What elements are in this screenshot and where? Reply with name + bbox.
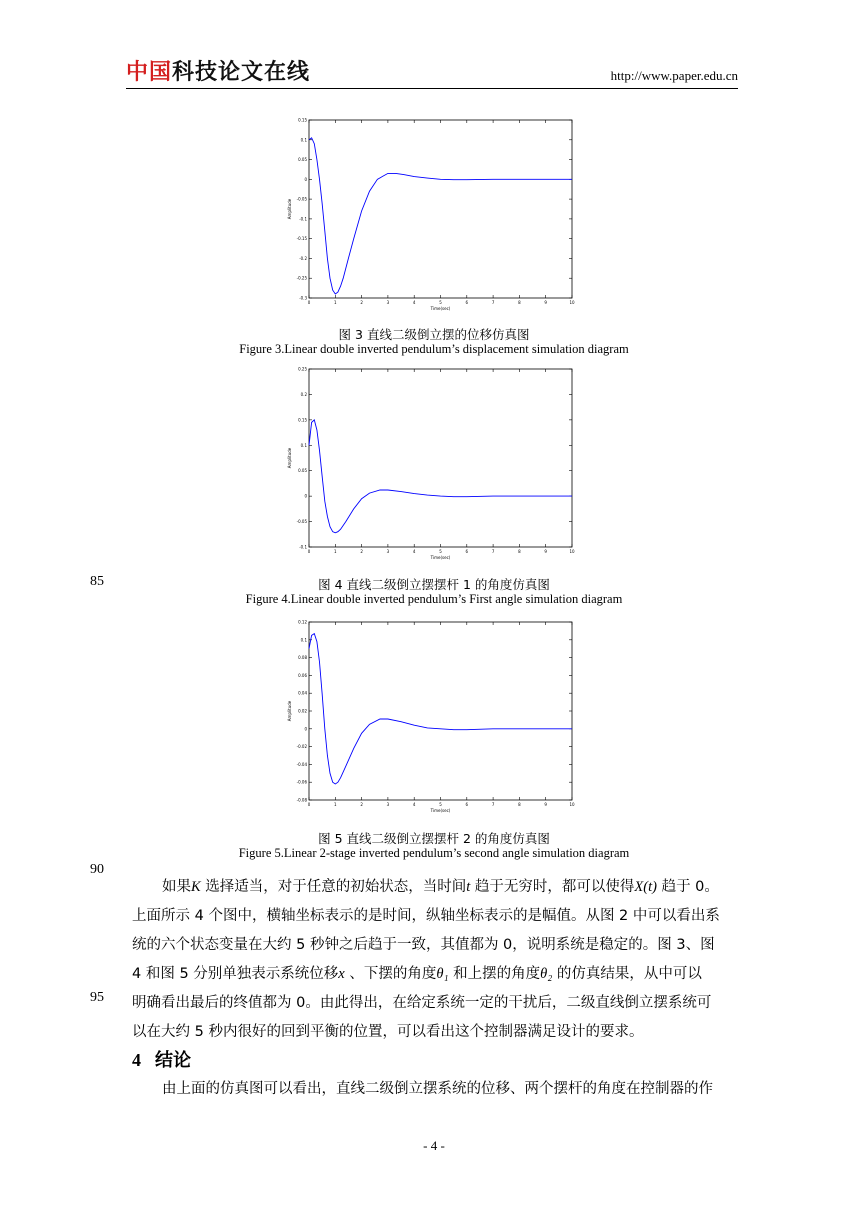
- y-tick-label: 0.02: [298, 708, 307, 714]
- y-tick-label: 0.05: [298, 157, 307, 163]
- y-tick-label: 0.12: [298, 619, 307, 625]
- plot-frame: [309, 120, 572, 298]
- x-tick-label: 6: [465, 549, 469, 554]
- figure-5-caption-cn: 图 5 直线二级倒立摆摆杆 2 的角度仿真图: [318, 831, 550, 846]
- x-tick-label: 0: [307, 300, 311, 305]
- figure-4-chart: [279, 363, 579, 563]
- y-tick-label: 0.1: [300, 137, 307, 143]
- figure-4-caption-en: Figure 4.Linear double inverted pendulum’s First angle simulation diagram: [245, 592, 623, 606]
- y-tick-label: 0.25: [298, 366, 307, 372]
- x-tick-label: 0: [307, 802, 311, 807]
- x-tick-label: 3: [386, 549, 390, 554]
- x-axis-label: Time(sec): [430, 306, 451, 311]
- x-axis-label: Time(sec): [430, 808, 451, 813]
- x-tick-label: 1: [334, 549, 337, 554]
- x-tick-label: 1: [334, 802, 337, 807]
- y-tick-label: -0.3: [299, 295, 307, 301]
- y-axis-label: Amplitude: [287, 447, 292, 469]
- y-tick-label: -0.15: [296, 236, 307, 242]
- x-tick-label: 2: [360, 802, 363, 807]
- body-paragraph: [132, 873, 738, 1047]
- x-tick-label: 9: [544, 549, 547, 554]
- figure-5-caption-en: Figure 5.Linear 2-stage inverted pendulum’s second angle simulation diagram: [238, 846, 630, 860]
- y-tick-label: 0.06: [298, 672, 307, 678]
- line-number-95: 95: [90, 990, 104, 1005]
- y-axis-label: Amplitude: [287, 700, 292, 722]
- x-tick-label: 1: [334, 300, 337, 305]
- paragraph-line: 由上面的仿真图可以看出，直线二级倒立摆系统的位移、两个摆杆的角度在控制器的作: [162, 1081, 713, 1097]
- y-tick-label: -0.02: [296, 744, 307, 750]
- y-tick-label: 0.15: [298, 117, 307, 123]
- x-tick-label: 2: [360, 300, 363, 305]
- y-tick-label: 0: [304, 726, 307, 732]
- figure-5: [279, 616, 579, 816]
- figure-3: [279, 114, 579, 314]
- y-tick-label: 0: [304, 493, 307, 499]
- y-tick-label: 0.04: [298, 690, 307, 696]
- figure-4-caption-cn: 图 4 直线二级倒立摆摆杆 1 的角度仿真图: [318, 577, 550, 592]
- x-tick-label: 10: [569, 300, 575, 305]
- x-tick-label: 3: [386, 300, 390, 305]
- x-tick-label: 3: [386, 802, 390, 807]
- x-tick-label: 8: [518, 549, 521, 554]
- header-url[interactable]: http://www.paper.edu.cn: [610, 68, 738, 83]
- x-tick-label: 8: [518, 802, 521, 807]
- y-tick-label: 0.15: [298, 417, 307, 423]
- x-tick-label: 7: [491, 549, 495, 554]
- y-tick-label: -0.04: [296, 761, 307, 767]
- x-tick-label: 0: [307, 549, 311, 554]
- figure-5-chart: [279, 616, 579, 816]
- x-tick-label: 5: [439, 549, 442, 554]
- paragraph-line: 如果K 选择适当，对于任意的初始状态，当时间t 趋于无穷时，都可以使得X(t) 趋于 0。: [162, 879, 719, 895]
- x-tick-label: 9: [544, 300, 547, 305]
- conclusion-paragraph: [132, 1075, 738, 1104]
- paragraph-line: 以在大约 5 秒内很好的回到平衡的位置，可以看出这个控制器满足设计的要求。: [132, 1024, 644, 1040]
- y-tick-label: -0.06: [296, 779, 307, 785]
- y-tick-label: 0.08: [298, 655, 307, 661]
- y-tick-label: -0.08: [296, 797, 307, 803]
- figure-3-caption-en: Figure 3.Linear double inverted pendulum’s displacement simulation diagram: [239, 342, 629, 356]
- paragraph-line: 上面所示 4 个图中，横轴坐标表示的是时间，纵轴坐标表示的是幅值。从图 2 中可以看出系: [132, 908, 720, 924]
- x-tick-label: 8: [518, 300, 521, 305]
- paragraph-line: 明确看出最后的终值都为 0。由此得出，在给定系统一定的干扰后，二级直线倒立摆系统可: [132, 995, 712, 1011]
- line-number-90: 90: [90, 862, 104, 877]
- x-tick-label: 7: [491, 300, 495, 305]
- figure-4: [279, 363, 579, 563]
- y-tick-label: -0.1: [299, 216, 307, 222]
- x-tick-label: 5: [439, 802, 442, 807]
- y-tick-label: -0.2: [299, 255, 307, 261]
- figure-3-caption-cn: 图 3 直线二级倒立摆的位移仿真图: [338, 327, 530, 342]
- journal-logo: 中国科技论文在线: [126, 60, 311, 85]
- page-number: - 4 -: [423, 1138, 445, 1153]
- paragraph-line: 4 和图 5 分别单独表示系统位移x 、下摆的角度θ₁ 和上摆的角度θ₂ 的仿真结果，从中可以: [132, 966, 702, 982]
- x-tick-label: 10: [569, 549, 575, 554]
- y-tick-label: -0.1: [299, 544, 307, 550]
- y-tick-label: -0.05: [296, 196, 307, 202]
- x-tick-label: 5: [439, 300, 442, 305]
- plot-frame: [309, 369, 572, 547]
- y-axis-label: Amplitude: [287, 198, 292, 220]
- y-tick-label: 0.2: [300, 391, 307, 397]
- x-tick-label: 10: [569, 802, 575, 807]
- x-tick-label: 6: [465, 802, 469, 807]
- plot-frame: [309, 622, 572, 800]
- x-tick-label: 4: [412, 549, 416, 554]
- line-number-85: 85: [90, 574, 104, 589]
- x-tick-label: 6: [465, 300, 469, 305]
- y-tick-label: 0.1: [300, 637, 307, 643]
- page-header: [126, 60, 738, 89]
- paragraph-line: 统的六个状态变量在大约 5 秒钟之后趋于一致，其值都为 0，说明系统是稳定的。图 3、图: [132, 937, 715, 953]
- figure-3-chart: [279, 114, 579, 314]
- x-tick-label: 7: [491, 802, 495, 807]
- y-tick-label: 0: [304, 176, 307, 182]
- x-tick-label: 9: [544, 802, 547, 807]
- x-tick-label: 4: [412, 300, 416, 305]
- x-tick-label: 4: [412, 802, 416, 807]
- x-tick-label: 2: [360, 549, 363, 554]
- y-tick-label: -0.05: [296, 519, 307, 525]
- section-heading: 4 结论: [132, 1050, 191, 1071]
- x-axis-label: Time(sec): [430, 555, 451, 560]
- y-tick-label: 0.1: [300, 442, 307, 448]
- y-tick-label: -0.25: [296, 275, 307, 281]
- y-tick-label: 0.05: [298, 468, 307, 474]
